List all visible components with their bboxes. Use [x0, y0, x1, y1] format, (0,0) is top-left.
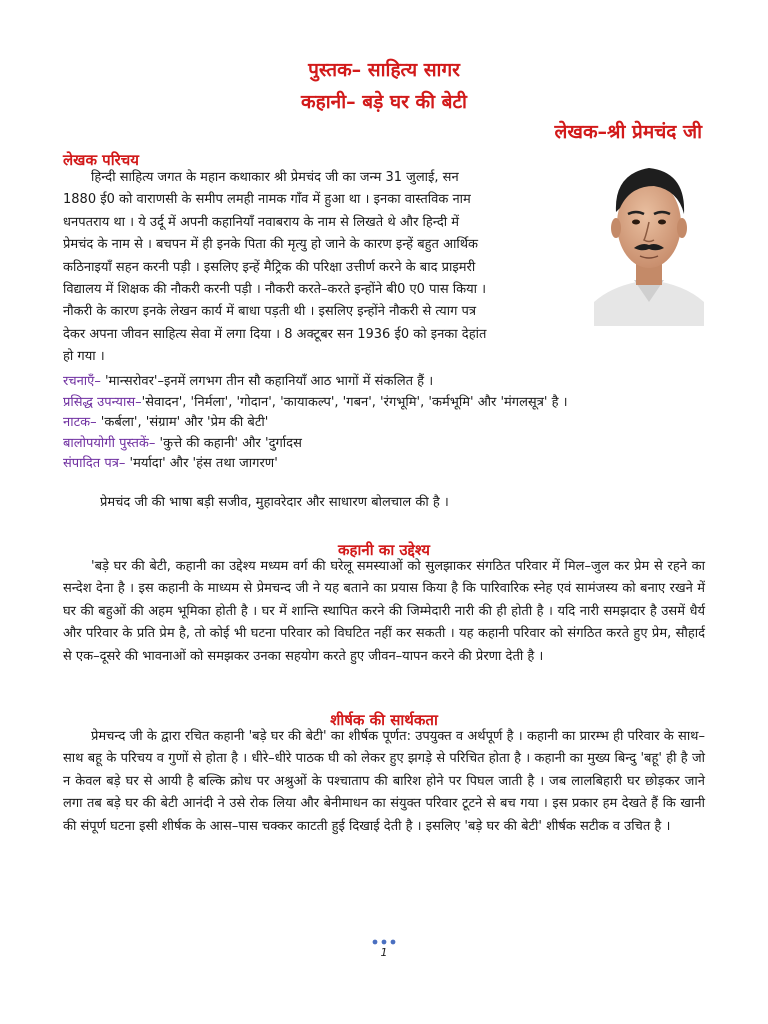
story-title: कहानी– बड़े घर की बेटी — [301, 91, 467, 113]
author-portrait — [594, 152, 704, 326]
works-label: रचनाएँ– — [63, 374, 101, 389]
language-note: प्रेमचंद जी की भाषा बड़ी सजीव, मुहावरेदार और साधारण बोलचाल की है । — [100, 495, 449, 510]
works-text: 'कर्बला', 'संग्राम' और 'प्रेम की बेटी' — [96, 415, 269, 430]
purpose-paragraph: 'बड़े घर की बेटी, कहानी का उद्देश्य मध्यम वर्ग की घरेलू समस्याओं को सुलझाकर संगठित परिवार में मिल–जुल कर प्रेम से रहने का सन्देश देना है । इस कहानी के माध्यम से प्रेमचन्द जी ने यह बताने का प्रयास किया है कि पारिवारिक स्नेह एवं सामंजस्य को बनाए रखने में घर की बहुओं की अहम भूमिका होती है । घर में शान्ति स्थापित करने की जिम्मेदारी नारी की ही होती है । यदि नारी समझदार है उसमें धैर्य और परिवार के प्रति प्रेम है, तो कोई भी घटना परिवार को विघटित नहीं कर सकती । यह कहानी परिवार को संगठित करते हुए प्रेम, सौहार्द से एक–दूसरे की भावनाओं को समझकर उनका सहयोग करते हुए जीवन–यापन करने की प्रेरणा देती है । — [63, 559, 705, 664]
works-label: संपादित पत्र– — [63, 456, 126, 471]
intro-line: विद्यालय में शिक्षक की नौकरी करनी पड़ी । नौकरी करते–करते इन्होंने बी0 ए0 पास किया । — [63, 282, 487, 298]
intro-line: हो गया । — [63, 349, 105, 365]
works-item — [63, 454, 703, 475]
title-meaning-paragraph: प्रेमचन्द जी के द्वारा रचित कहानी 'बड़े घर की बेटी' का शीर्षक पूर्णत: उपयुक्त व अर्थपूर्ण है । कहानी का प्रारम्भ ही परिवार के साथ–साथ बहू के परिचय व गुणों से होता है । धीरे–धीरे पाठक घी को लेकर हुए झगड़े से परिचित होता है । कहानी का मुख्य बिन्दु 'बहू' ही है जो न केवल बड़े घर से आयी है बल्कि क्रोध पर अश्रुओं के पश्चाताप की बारिश होने पर पिघल जाती है । जब लालबिहारी घर छोड़कर जाने लगा तब बड़े घर की बेटी आनंदी ने उसे रोक लिया और बेनीमाधन का संयुक्त परिवार टूटने से बच गया । इस प्रकार हम देखते हैं कि खानी की संपूर्ण घटना इसी शीर्षक के आस–पास चक्कर काटती हुई दिखाई देती है । इसलिए 'बड़े घर की बेटी' शीर्षक सटीक व उचित है । — [63, 729, 705, 834]
purpose-heading: कहानी का उद्देश्य — [338, 541, 430, 559]
intro-line: हिन्दी साहित्य जगत के महान कथाकार श्री प्रेमचंद जी का जन्म 31 जुलाई, सन — [91, 170, 459, 185]
page-dots-ornament — [368, 938, 400, 946]
author-intro-paragraph — [63, 167, 585, 369]
intro-line: कठिनाइयाँ सहन करनी पड़ी । इसलिए इन्हें मैट्रिक की परिक्षा उत्तीर्ण करने के बाद प्राइमरी — [63, 259, 476, 275]
works-list — [63, 372, 703, 475]
works-text: 'कुत्ते की कहानी' और 'दुर्गादस — [155, 435, 302, 451]
intro-line: 1880 ई0 को वाराणसी के समीप लमही नामक गाँव में हुआ था । इनका वास्तविक नाम — [63, 192, 471, 208]
works-item — [63, 434, 703, 455]
works-label: नाटक– — [63, 415, 97, 430]
intro-line: धनपतराय था । ये उर्दू में अपनी कहानियाँ नवाबराय के नाम से लिखते थे और हिन्दी में — [63, 214, 459, 230]
works-text: 'मर्यादा' और 'हंस तथा जागरण' — [125, 456, 278, 471]
book-title: पुस्तक– साहित्य सागर — [308, 59, 460, 81]
works-label: बालोपयोगी पुस्तकें– — [63, 435, 156, 451]
works-text: 'सेवादन', 'निर्मला', 'गोदान', 'कायाकल्प', 'गबन', 'रंगभूमि', 'कर्मभूमि' और 'मंगलसूत्र' है । — [141, 394, 568, 410]
page-number: 1 — [380, 946, 388, 959]
works-label: प्रसिद्ध उपन्यास– — [63, 394, 142, 410]
intro-line: प्रेमचंद के नाम से । बचपन में ही इनके पिता की मृत्यु हो जाने के कारण इन्हें बहुत आर्थिक — [63, 237, 479, 253]
works-item — [63, 393, 703, 414]
works-text: 'मान्सरोवर'–इनमें लगभग तीन सौ कहानियाँ आठ भागों में संकलित हैं । — [100, 374, 434, 389]
intro-line: नौकरी के कारण इनके लेखन कार्य में बाधा पड़ती थी । इसलिए इन्होंने नौकरी से त्याग पत्र — [63, 304, 477, 320]
title-meaning-heading: शीर्षक की सार्थकता — [330, 711, 438, 729]
author-name: लेखक–श्री प्रेमचंद जी — [554, 121, 702, 143]
works-item — [63, 413, 703, 434]
author-intro-heading: लेखक परिचय — [63, 151, 139, 169]
works-item — [63, 372, 703, 393]
intro-line: देकर अपना जीवन साहित्य सेवा में लगा दिया । 8 अक्टूबर सन 1936 ई0 को इनका देहांत — [63, 326, 487, 342]
